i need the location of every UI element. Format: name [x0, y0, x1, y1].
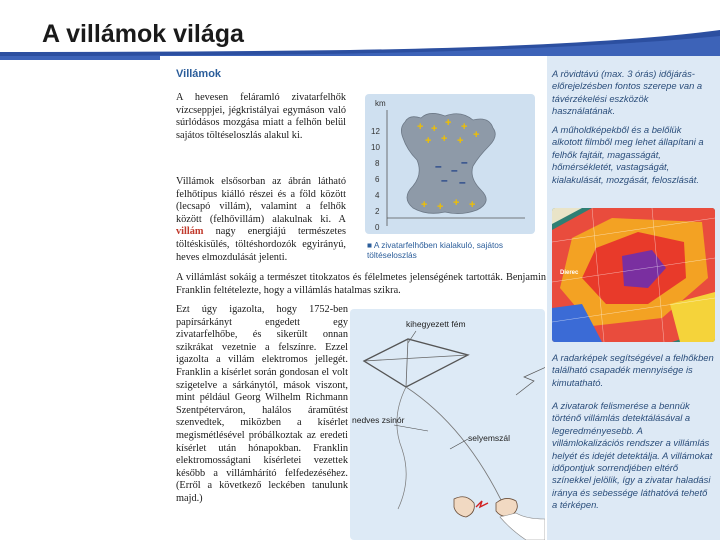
satellite-map — [552, 208, 715, 342]
sidebar-panel — [547, 56, 720, 540]
paragraph-franklin-kite: Ezt úgy igazolta, hogy 1752-ben papírsárkányt engedett egy zivatarfelhőbe, és sikerült onnan szikrákat vezetnie a felszínre. Ezzel igazolta a villám elektromos jellegét. Franklin a kísérlet során gondosan el volt szigetelve a sárkánytól, mások viszont, mint például Georg Wilhelm Richmann Szentpéterváron, halálos áramütést szenvedtek, miközben a kísérlet megismétlésével próbálkoztak az eredeti kísérlet után hónapokban. Franklin elektromosságtani kísérletei vezettek később a villámhárító felfedezéséhez. (Erről a következő leckében tanulunk majd.) — [176, 304, 348, 504]
cloud-charge-figure — [365, 94, 535, 234]
kite-crossbar — [364, 355, 468, 361]
spark-icon — [476, 501, 488, 507]
kite-spine — [406, 339, 408, 387]
tick-10: 10 — [371, 143, 380, 152]
lightning-bolt — [516, 367, 545, 395]
paragraph-franklin-intro: A villámlást sokáig a természet titokzatos és félelmetes jelenségének tartották. Benjamin Franklin feltételezte, hogy a villámlás hatalmas szikra. — [176, 272, 546, 296]
axis-unit: km — [375, 99, 386, 108]
svg-text:+: + — [417, 121, 424, 133]
string-pointer — [394, 425, 428, 431]
sidebar-radar-text: A radarképek segítségével a felhőkben található csapadék mennyisége is kimutatható. — [552, 352, 714, 388]
kite-tail — [397, 387, 406, 509]
tick-0: 0 — [375, 223, 380, 232]
svg-text:+: + — [469, 199, 476, 211]
axis-ticks — [371, 127, 380, 232]
svg-text:+: + — [441, 133, 448, 145]
silk-pointer — [450, 439, 468, 449]
svg-text:–: – — [461, 155, 468, 169]
section-heading: Villámok — [176, 68, 222, 80]
svg-text:+: + — [445, 117, 452, 129]
svg-text:–: – — [441, 173, 448, 187]
svg-text:+: + — [437, 201, 444, 213]
svg-text:+: + — [421, 199, 428, 211]
cloud-diagram — [365, 94, 535, 234]
label-string: nedves zsinór — [352, 415, 405, 425]
tick-6: 6 — [375, 175, 380, 184]
svg-text:+: + — [431, 123, 438, 135]
p2-end: nagy energiájú természetes töltéskisülés, töltéshordozók egyirányú, heves elmozdulását jelenti. — [176, 226, 346, 263]
kite-frame — [364, 339, 468, 387]
tick-4: 4 — [375, 191, 380, 200]
textbook-page — [160, 56, 720, 540]
hand-lower — [454, 497, 474, 517]
cloud-figure-caption — [367, 240, 547, 260]
tick-8: 8 — [375, 159, 380, 168]
svg-text:+: + — [425, 135, 432, 147]
p2-start: Villámok elsősorban az ábrán látható felhőtípus kiálló részei és a föld között (lecsapó villám), valamint a felhők között (felhővillám) alakulnak ki. A — [176, 176, 346, 225]
caption-marker: ■ — [367, 240, 373, 250]
svg-text:–: – — [459, 175, 466, 189]
svg-text:+: + — [473, 129, 480, 141]
caption-text: A zivatarfelhőben kialakuló, sajátos töltéseloszlás — [367, 240, 504, 260]
tick-2: 2 — [375, 207, 380, 216]
paragraph-charge: A hevesen feláramló zivatarfelhők vízcseppjei, jégkristályai egymáson való súrlódásos mozgása miatt a felhőn belül sajátos töltéseloszlás alakul ki. — [176, 92, 346, 141]
arm-sleeve — [500, 513, 545, 540]
svg-text:–: – — [435, 159, 442, 173]
label-silk: selyemszál — [468, 433, 511, 443]
kite-illustration — [350, 309, 545, 540]
label-metal: kihegyezett fém — [406, 319, 466, 329]
sidebar-forecast-text: A rövidtávú (max. 3 órás) időjárás-előrejelzésben fontos szerepe van a távérzékelési eszközök használatának. — [552, 68, 703, 117]
tick-12: 12 — [371, 127, 380, 136]
satellite-image — [552, 208, 715, 342]
svg-text:+: + — [457, 135, 464, 147]
kite-experiment-figure — [350, 309, 545, 540]
svg-text:+: + — [461, 121, 468, 133]
map-label: Dierec — [560, 270, 579, 276]
slide-title: A villámok világa — [42, 20, 244, 48]
svg-text:+: + — [453, 197, 460, 209]
svg-text:–: – — [451, 163, 458, 177]
keyword-villam: villám — [176, 226, 204, 238]
sidebar-lightning-detection-text: A zivatarok felismerése a bennük történő villámlás detektálásával a legeredményesebb. A villámlokalizációs rendszer a villámlás helyét és idejét detektálja. A villámokat időpontjuk sorrendjében eltérő színekkel jelölik, így a zivatar haladási iránya és sebessége láthatóvá tehető a térképen. — [552, 400, 713, 511]
sidebar-satellite-text: A műholdképekből és a belőlük alkotott filmből meg lehet állapítani a felhők fajtáit, magasságát, hőmérsékletét, vastagságát, kialakulását, mozgását, feloszlását. — [552, 124, 704, 185]
paragraph-lightning — [176, 176, 346, 264]
